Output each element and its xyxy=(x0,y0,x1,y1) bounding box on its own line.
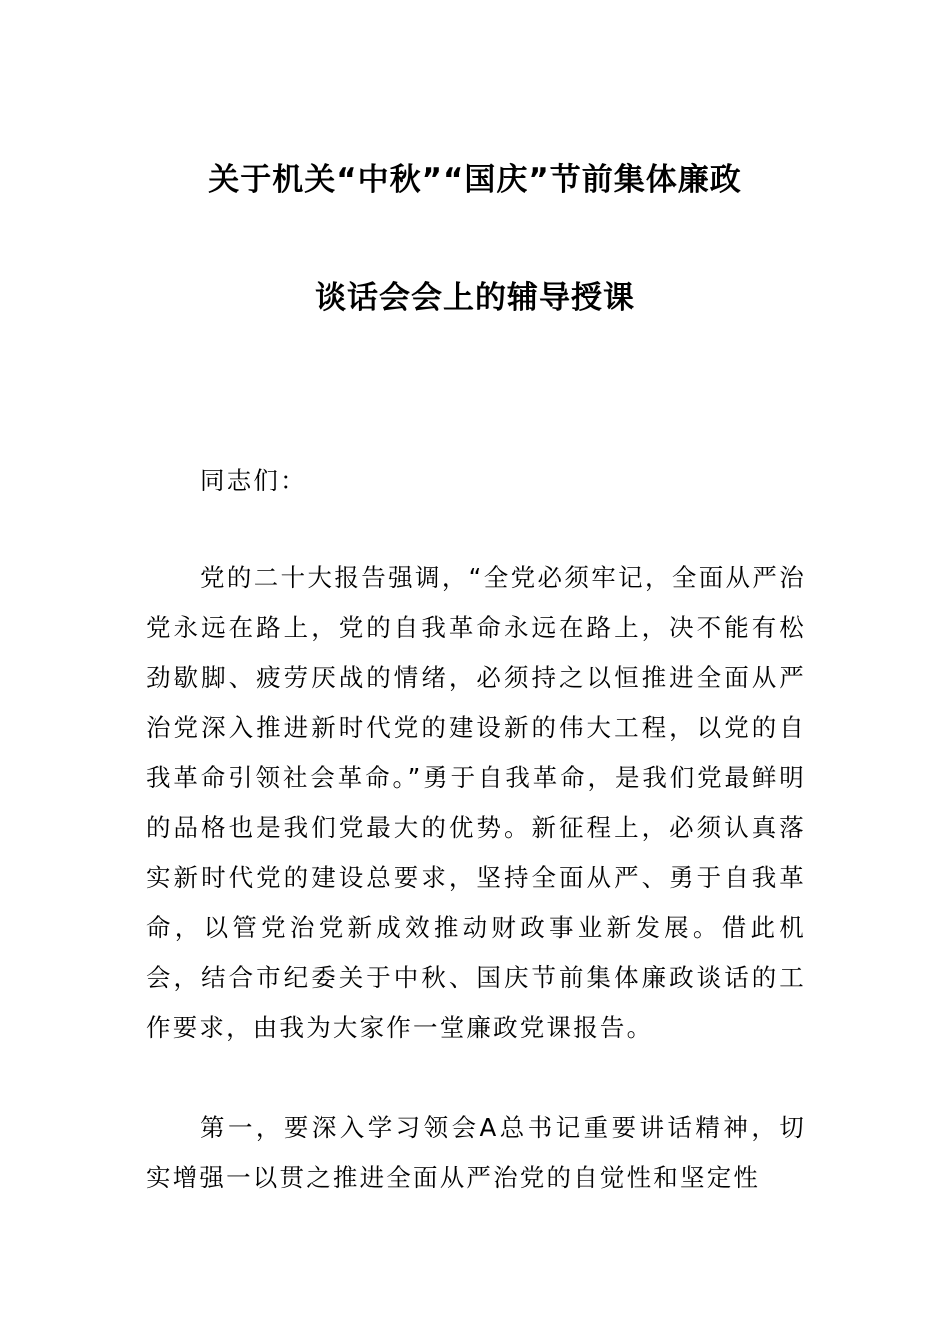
document-title-line-2: 谈话会会上的辅导授课 xyxy=(315,280,635,316)
salutation: 同志们： xyxy=(200,466,307,495)
paragraph-intro: 党的二十大报告强调，“全党必须牢记，全面从严治党永远在路上，党的自我革命永远在路上，决不能有松劲歇脚、疲劳厌战的情绪，必须持之以恒推进全面从严治党深入推进新时代党的建设新的伟大工程，以党的自我革命引领社会革命。”勇于自我革命，是我们党最鲜明的品格也是我们党最大的优势。新征程上，必须认真落实新时代党的建设总要求，坚持全面从严、勇于自我革命，以管党治党新成效推动财政事业新发展。借此机会，结合市纪委关于中秋、国庆节前集体廉政谈话的工作要求，由我为大家作一堂廉政党课报告。 xyxy=(146,563,806,1042)
document-title-line-1: 关于机关“中秋”“国庆”节前集体廉政 xyxy=(208,162,742,198)
paragraph-section-1-heading: 第一，要深入学习领会A总书记重要讲话精神，切实增强一以贯之推进全面从严治党的自觉性和坚定性 xyxy=(146,1113,806,1192)
